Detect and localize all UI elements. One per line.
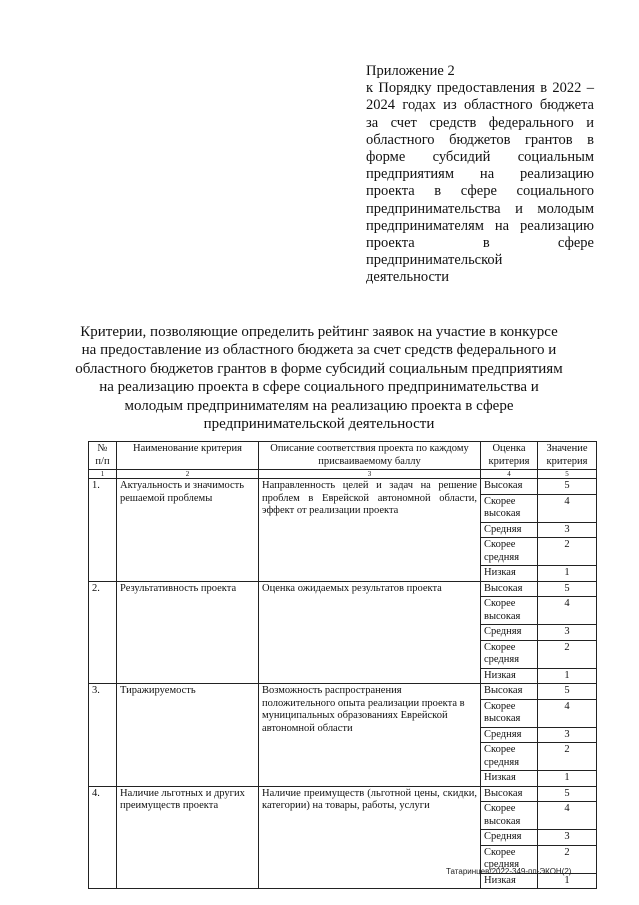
grade-label: Высокая [481, 581, 538, 597]
annex-line: форме субсидий социальным [366, 149, 594, 166]
grade-value: 1 [538, 873, 597, 889]
grade-value: 2 [538, 640, 597, 668]
grade-value: 2 [538, 845, 597, 873]
title-line: предпринимательской деятельности [203, 416, 435, 433]
table-row [89, 786, 597, 802]
grade-value: 5 [538, 786, 597, 802]
grade-label: Скорее высокая [481, 699, 538, 727]
grade-label: Средняя [481, 625, 538, 641]
column-number: 5 [538, 470, 597, 479]
grade-label: Средняя [481, 727, 538, 743]
criterion-description: Наличие преимуществ (льготной цены, скидки, категории) на товары, работы, услуги [259, 786, 481, 889]
table-row [89, 581, 597, 597]
criterion-number: 4. [89, 786, 117, 889]
table-row [89, 479, 597, 495]
criterion-number: 2. [89, 581, 117, 684]
grade-value: 4 [538, 494, 597, 522]
grade-label: Скорее средняя [481, 743, 538, 771]
annex-line: к Порядку предоставления в 2022 – [366, 80, 594, 97]
header-num: № п/п [89, 442, 117, 470]
grade-label: Скорее высокая [481, 597, 538, 625]
criterion-name: Тиражируемость [117, 684, 259, 787]
title-line: на предоставление из областного бюджета за счет средств федерального и [81, 342, 557, 359]
annex-line: за счет средств федерального и [366, 114, 594, 131]
grade-value: 2 [538, 743, 597, 771]
criterion-name: Результативность проекта [117, 581, 259, 684]
grade-value: 4 [538, 597, 597, 625]
annex-line: проекта в сфере социального [366, 183, 594, 200]
grade-value: 3 [538, 830, 597, 846]
footer-reference: Татаринцев/2022-349-пп-ЭКОН(2) [446, 867, 572, 876]
grade-label: Высокая [481, 786, 538, 802]
criterion-description: Возможность распространения положительного опыта реализации проекта в муниципальных образованиях Еврейской автономной области [259, 684, 481, 787]
column-number: 3 [259, 470, 481, 479]
grade-value: 3 [538, 727, 597, 743]
column-numbers-row [89, 470, 597, 479]
grade-value: 1 [538, 566, 597, 582]
grade-label: Высокая [481, 684, 538, 700]
grade-label: Скорее высокая [481, 494, 538, 522]
grade-value: 4 [538, 699, 597, 727]
title-line: областного бюджетов грантов в форме субсидий социальным предприятиям [75, 360, 563, 377]
annex-line: 2024 годах из областного бюджета [366, 97, 594, 114]
grade-value: 3 [538, 625, 597, 641]
grade-value: 1 [538, 668, 597, 684]
annex-header [366, 63, 594, 287]
title-line: на реализацию проекта в сфере социального предпринимательства и [99, 379, 539, 396]
grade-value: 5 [538, 581, 597, 597]
grade-value: 4 [538, 802, 597, 830]
header-description: Описание соответствия проекта по каждому присваиваемому баллу [259, 442, 481, 470]
grade-label: Низкая [481, 668, 538, 684]
grade-label: Низкая [481, 873, 538, 889]
title-line: молодым предпринимателям на реализацию проекта в сфере [124, 397, 514, 414]
table-row [89, 684, 597, 700]
grade-label: Скорее средняя [481, 845, 538, 873]
grade-label: Скорее средняя [481, 538, 538, 566]
column-number: 2 [117, 470, 259, 479]
criteria-table [88, 441, 597, 889]
criterion-name: Актуальность и значимость решаемой проблемы [117, 479, 259, 582]
annex-line: предпринимателям на реализацию [366, 217, 594, 234]
annex-line: проекта в сфере [366, 235, 594, 252]
header-value: Значение критерия [538, 442, 597, 470]
annex-line: предприятиям на реализацию [366, 166, 594, 183]
grade-label: Скорее средняя [481, 640, 538, 668]
grade-label: Средняя [481, 522, 538, 538]
grade-value: 1 [538, 771, 597, 787]
grade-label: Средняя [481, 830, 538, 846]
header-name: Наименование критерия [117, 442, 259, 470]
annex-line: Приложение 2 [366, 63, 455, 79]
criterion-description: Оценка ожидаемых результатов проекта [259, 581, 481, 684]
grade-value: 5 [538, 684, 597, 700]
document-title [60, 323, 578, 433]
criterion-name: Наличие льготных и других преимуществ проекта [117, 786, 259, 889]
annex-line: деятельности [366, 269, 450, 286]
grade-value: 2 [538, 538, 597, 566]
grade-label: Скорее высокая [481, 802, 538, 830]
criterion-number: 1. [89, 479, 117, 582]
grade-label: Низкая [481, 771, 538, 787]
grade-label: Низкая [481, 566, 538, 582]
annex-line: предпринимательской [366, 252, 503, 269]
annex-line: областного бюджетов грантов в [366, 131, 594, 148]
column-number: 1 [89, 470, 117, 479]
column-number: 4 [481, 470, 538, 479]
table-header [89, 442, 597, 479]
title-line: Критерии, позволяющие определить рейтинг заявок на участие в конкурсе [80, 324, 558, 340]
grade-value: 3 [538, 522, 597, 538]
annex-line: предпринимательства и молодым [366, 200, 594, 217]
grade-label: Высокая [481, 479, 538, 495]
criterion-description: Направленность целей и задач на решение проблем в Еврейской автономной области, эффект от реализации проекта [259, 479, 481, 582]
criterion-number: 3. [89, 684, 117, 787]
table-body [89, 479, 597, 889]
grade-value: 5 [538, 479, 597, 495]
header-grade: Оценка критерия [481, 442, 538, 470]
